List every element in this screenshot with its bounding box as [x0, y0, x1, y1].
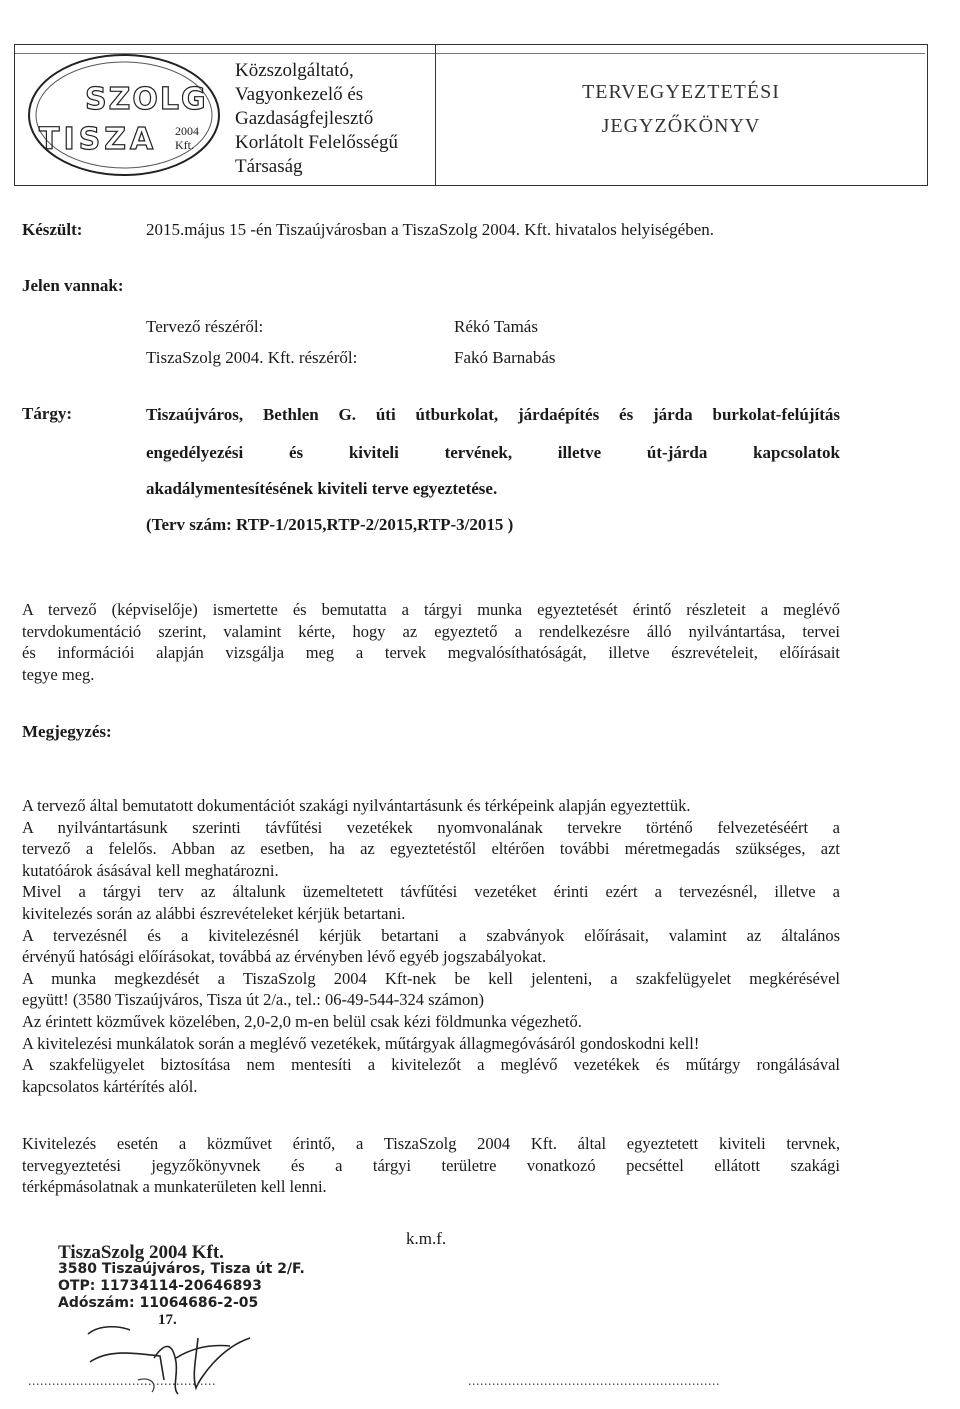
- notes-line: A nyilvántartásunk szerinti távfűtési vezetékek nyomvonalának tervekre történő felvezetéséért a: [22, 817, 840, 837]
- stamp-tax-number: Adószám: 11064686-2-05: [58, 1295, 259, 1311]
- notes-line: A tervező által bemutatott dokumentációt szakági nyilvántartásunk és térképeink alapján egyeztettük.: [22, 796, 691, 815]
- kmf-text: k.m.f.: [406, 1229, 447, 1248]
- stamp-address: 3580 Tiszaújváros, Tisza út 2/F.: [58, 1261, 305, 1277]
- notes-line: A kivitelezési munkálatok során a meglévő vezetékek, műtárgyak állagmegóvásáról gondoskodni kell!: [22, 1033, 700, 1053]
- notes-line: kivitelezés során az alábbi észrevételeket kérjük betartani.: [22, 903, 406, 923]
- company-name-line: Korlátolt Felelősségű: [235, 132, 399, 153]
- notes-line: A szakfelügyelet biztosítása nem mentesíti a kivitelezőt a meglévő vezetékek és műtárgy rongálásával: [22, 1055, 840, 1075]
- document-title: TERVEGYEZTETÉSI: [582, 81, 780, 103]
- present-name: Fakó Barnabás: [454, 348, 556, 367]
- paragraph-line: tegye meg.: [22, 664, 95, 684]
- company-name-line: Közszolgáltató,: [235, 60, 354, 81]
- logo-year: 2004: [175, 124, 199, 138]
- plan-number: (Terv szám: RTP-1/2015,RTP-2/2015,RTP-3/2015 ): [146, 515, 514, 534]
- present-name: Rékó Tamás: [454, 317, 538, 336]
- subject-line: Tiszaújváros, Bethlen G. úti útburkolat, járdaépítés és járda burkolat-felújítás: [146, 405, 840, 424]
- company-name-line: Társaság: [235, 156, 303, 177]
- intro-paragraph: [22, 599, 840, 685]
- company-name-line: Vagyonkezelő és: [235, 84, 364, 105]
- company-stamp: [58, 1244, 318, 1312]
- subject-line: engedélyezési és kiviteli tervének, illetve út-járda kapcsolatok: [146, 443, 840, 462]
- notes-label: Megjegyzés:: [22, 722, 112, 741]
- closing-line: térképmásolatnak a munkaterületen kell lenni.: [22, 1177, 327, 1197]
- notes-line: A munka megkezdését a TiszaSzolg 2004 Kft-nek be kell jelenteni, a szakfelügyelet megkérésével: [22, 968, 840, 988]
- notes-line: tervező a felelős. Abban az esetben, ha az egyeztetéstől eltérően további méretmegadás szükséges, azt: [22, 839, 840, 859]
- closing-paragraph: [22, 1133, 840, 1198]
- company-logo: [25, 51, 223, 179]
- notes-line: Az érintett közművek közelében, 2,0-2,0 m-en belül csak kézi földmunka végezhető.: [22, 1011, 582, 1031]
- made-label: Készült:: [22, 220, 83, 239]
- stamp-company: TiszaSzolg 2004 Kft.: [58, 1242, 224, 1263]
- closing-line: Kivitelezés esetén a közművet érintő, a TiszaSzolg 2004 Kft. által egyeztetett kiviteli tervnek,: [22, 1134, 840, 1153]
- paragraph-line: tervdokumentáció szerint, valamint kérte, hogy az egyeztető a rendelkezésre álló nyilvántartása, tervei: [22, 621, 840, 641]
- signature-line-left: ...............................................: [28, 1374, 216, 1389]
- notes-line: Mivel a tárgyi terv az általunk üzemeltetett távfűtési vezetéket érinti ezért a tervezésnél, illetve a: [22, 882, 840, 902]
- notes-line: kutatóárok ásásával kell meghatározni.: [22, 860, 279, 880]
- present-role: Tervező részéről:: [146, 317, 264, 336]
- notes-line: kapcsolatos kártérítés alól.: [22, 1076, 198, 1096]
- notes-line: érvényű hatósági előírásokat, továbbá az érvényben lévő egyéb jogszabályokat.: [22, 947, 547, 967]
- logo-szolg-text: SZOLG: [85, 82, 208, 117]
- logo-kft: Kft.: [175, 138, 194, 152]
- closing-line: tervegyeztetési jegyzőkönyvnek és a tárgyi területre vonatkozó pecséttel ellátott szakági: [22, 1155, 840, 1175]
- paragraph-line: és információi alapján vizsgálja meg a tervek megvalósíthatóságát, illetve észrevételeit, előírásait: [22, 643, 840, 663]
- stamp-number: 17.: [158, 1312, 177, 1328]
- notes-paragraph: [22, 795, 840, 1097]
- subject-label: Tárgy:: [22, 404, 73, 423]
- document-subtitle: JEGYZŐKÖNYV: [601, 115, 761, 137]
- paragraph-line: A tervező (képviselője) ismertette és bemutatta a tárgyi munka egyeztetését érintő részleteit a meglévő: [22, 600, 840, 619]
- document-header: [14, 44, 928, 186]
- company-name: [235, 59, 398, 179]
- stamp-bank: OTP: 11734114-20646893: [58, 1278, 262, 1294]
- notes-line: együtt! (3580 Tiszaújváros, Tisza út 2/a., tel.: 06-49-544-324 számon): [22, 990, 484, 1010]
- logo-tisza-text: TISZA: [39, 122, 158, 157]
- present-role: TiszaSzolg 2004. Kft. részéről:: [146, 348, 358, 367]
- signature-line-right: ...............................................................: [468, 1374, 720, 1389]
- subject-line: akadálymentesítésének kiviteli terve egyeztetése.: [146, 479, 498, 498]
- company-name-line: Gazdaságfejlesztő: [235, 108, 374, 129]
- header-company-cell: [15, 45, 436, 185]
- notes-line: A tervezésnél és a kivitelezésnél kérjük betartani a szabványok előírásait, valamint az általános: [22, 925, 840, 945]
- made-text: 2015.május 15 -én Tiszaújvárosban a TiszaSzolg 2004. Kft. hivatalos helyiségében.: [146, 220, 715, 239]
- present-label: Jelen vannak:: [22, 276, 124, 295]
